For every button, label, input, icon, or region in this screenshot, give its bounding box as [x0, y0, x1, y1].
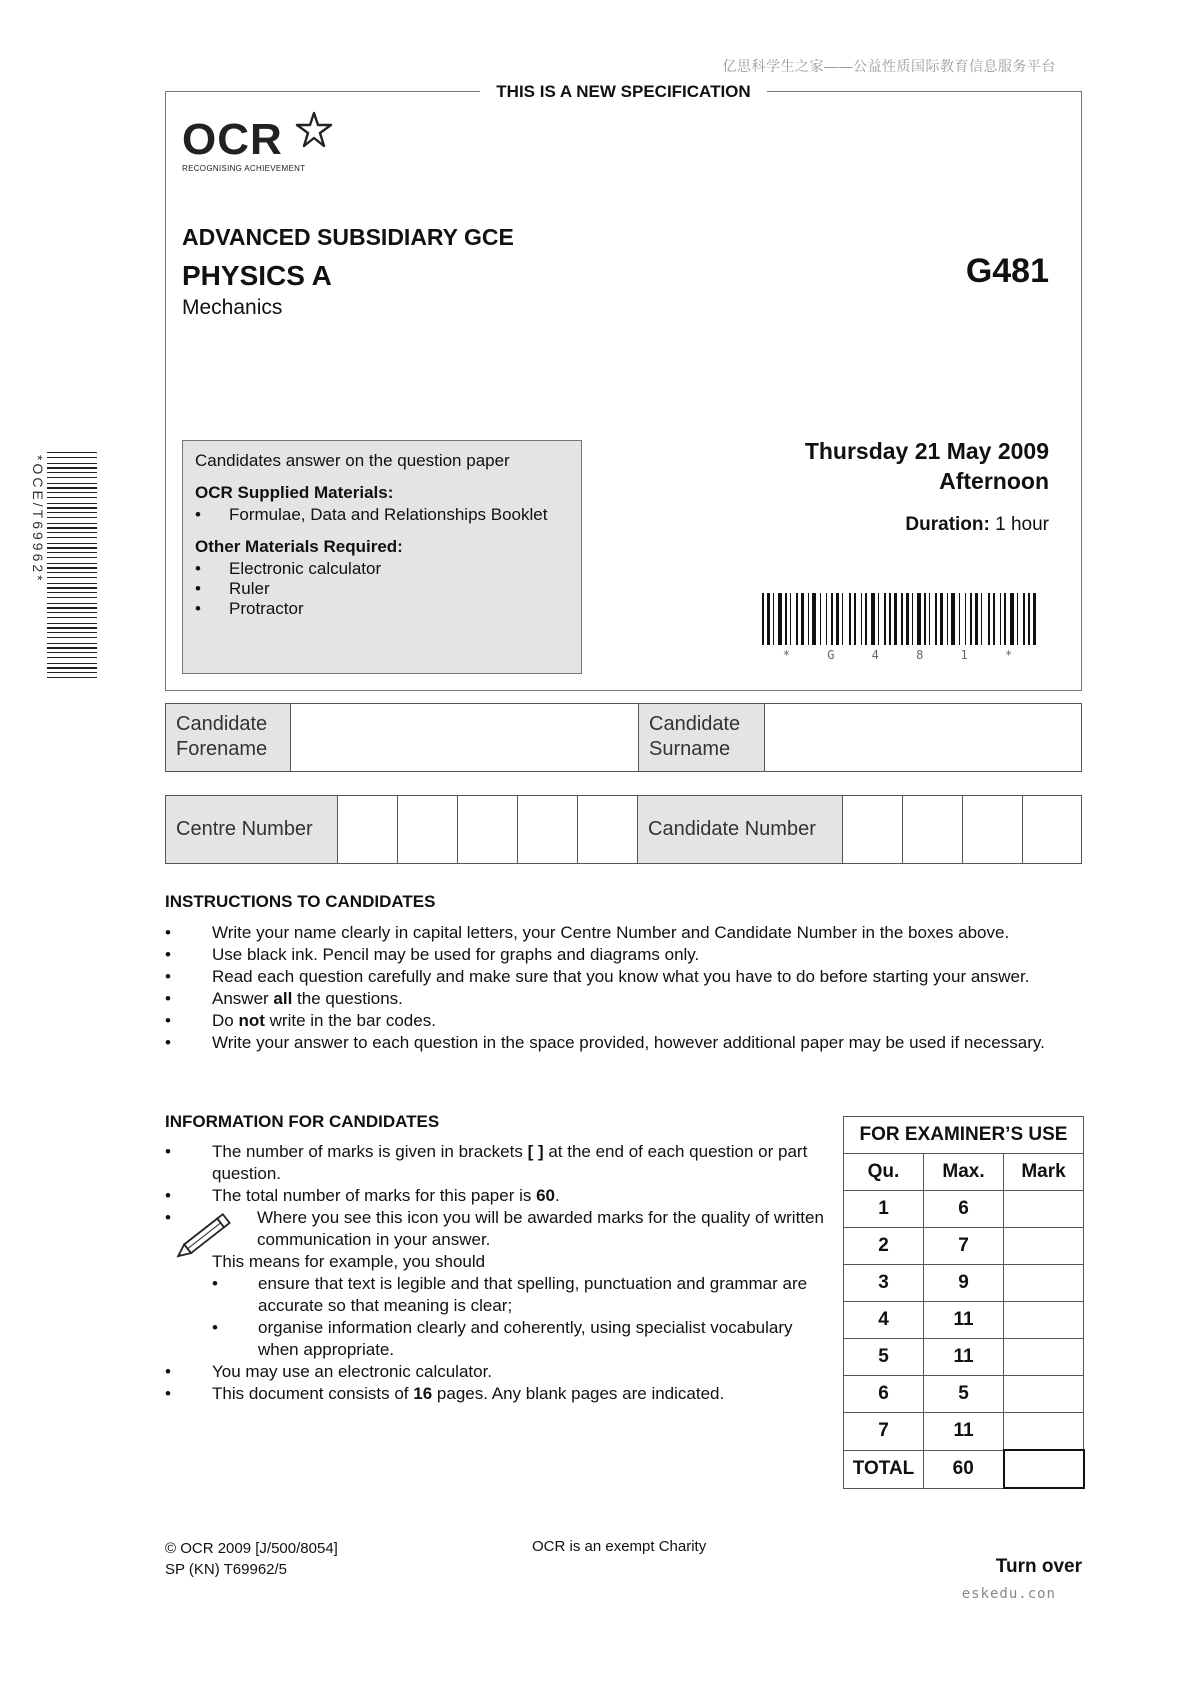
mark-cell[interactable]: [1004, 1339, 1084, 1376]
barcode-bar: [47, 517, 97, 518]
list-item: • Ruler: [195, 579, 569, 599]
barcode-bar: [47, 657, 97, 658]
barcode-bar: [47, 643, 97, 644]
barcode-bar: [831, 593, 833, 645]
barcode-bar: [47, 597, 97, 598]
duration: [905, 514, 1049, 536]
barcode-bar: [767, 593, 770, 645]
barcode-bar: [1017, 593, 1018, 645]
candidate-number-box[interactable]: [843, 796, 903, 863]
barcode-bar: [47, 607, 97, 609]
spec-banner: THIS IS A NEW SPECIFICATION: [165, 82, 1082, 102]
list-item: • Write your answer to each question in the space provided, however additional paper may be used if necessary.: [165, 1032, 1090, 1054]
barcode-bar: [47, 537, 97, 538]
side-barcode-text: *OCE/T69962*: [30, 455, 46, 584]
barcode-bar: [854, 593, 856, 645]
barcode-bar: [906, 593, 909, 645]
barcode: [762, 593, 1048, 651]
barcode-bar: [47, 632, 97, 633]
exam-date: Thursday 21 May 2009: [804, 438, 1049, 464]
barcode-bar: [47, 583, 97, 584]
barcode-bar: [842, 593, 843, 645]
barcode-bar: [865, 593, 867, 645]
barcode-bar: [796, 593, 798, 645]
barcode-bar: [808, 593, 809, 645]
materials-box: [182, 440, 582, 674]
barcode-bar: [935, 593, 937, 645]
barcode-bar: [1004, 593, 1006, 645]
barcode-bar: [1010, 593, 1014, 645]
barcode-bar: [47, 612, 97, 613]
barcode-bar: [47, 452, 97, 453]
barcode-bar: [47, 552, 97, 553]
barcode-bar: [47, 512, 97, 513]
table-row: 2 7: [844, 1228, 1084, 1265]
unit-code: G481: [965, 252, 1049, 290]
barcode-bar: [47, 572, 97, 573]
barcode-bar: [47, 467, 97, 469]
barcode-bar: [975, 593, 978, 645]
barcode-bar: [1028, 593, 1030, 645]
paper-ref: SP (KN) T69962/5: [165, 1561, 288, 1578]
list-item: • Answer all the questions.: [165, 988, 1090, 1010]
table-row: 1 6: [844, 1191, 1084, 1228]
total-row: [844, 1450, 1084, 1488]
barcode-bar: [47, 652, 97, 653]
forename-field[interactable]: [291, 704, 639, 771]
list-item: • The total number of marks for this paper is 60.: [165, 1185, 825, 1207]
copyright: © OCR 2009 [J/500/8054]: [165, 1540, 338, 1557]
barcode-bar: [801, 593, 804, 645]
barcode-bar: [1000, 593, 1001, 645]
centre-number-box[interactable]: [518, 796, 578, 863]
barcode-bar: [826, 593, 827, 645]
barcode-bar: [47, 503, 97, 504]
barcode-bar: [47, 617, 97, 618]
barcode-bar: [47, 492, 97, 493]
supplied-heading: OCR Supplied Materials:: [195, 483, 394, 502]
barcode-bar: [47, 497, 97, 498]
barcode-bar: [924, 593, 926, 645]
barcode-bar: [47, 463, 97, 464]
star-icon: [294, 110, 334, 150]
forename-label: Candidate Forename: [166, 704, 291, 771]
barcode-bar: [981, 593, 982, 645]
duration-value: 1 hour: [995, 514, 1049, 535]
watermark-text: 亿思科学生之家——公益性质国际教育信息服务平台: [722, 58, 1056, 74]
barcode-bar: [965, 593, 966, 645]
charity-note: OCR is an exempt Charity: [532, 1538, 707, 1555]
column-header: Max.: [924, 1154, 1004, 1191]
barcode-bar: [47, 672, 97, 673]
qwc-means: This means for example, you should: [212, 1252, 486, 1271]
barcode-bar: [785, 593, 787, 645]
table-row: 3 9: [844, 1265, 1084, 1302]
logo-text: OCR: [182, 115, 283, 164]
barcode-bar: [959, 593, 960, 645]
barcode-bar: [773, 593, 774, 645]
barcode-bar: [47, 577, 97, 578]
barcode-bar: [47, 483, 97, 484]
barcode-bar: [790, 593, 791, 645]
list-item: • Protractor: [195, 599, 569, 619]
list-item: • Read each question carefully and make sure that you know what you have to do before starting your answer.: [165, 966, 1090, 988]
barcode-bar: [894, 593, 897, 645]
unit-title: Mechanics: [182, 296, 283, 319]
examiner-table-title: FOR EXAMINER’S USE: [844, 1117, 1084, 1154]
barcode-bar: [929, 593, 930, 645]
candidate-name-row: [165, 703, 1082, 772]
mark-cell[interactable]: [1004, 1376, 1084, 1413]
qwc-note: • Where you see this icon you will be awarded marks for the quality of written communication in your answer.: [257, 1208, 824, 1249]
supplied-list: [195, 505, 569, 525]
qwc-points: [165, 1273, 825, 1361]
candidate-number-box[interactable]: [963, 796, 1023, 863]
barcode-bar: [47, 487, 97, 489]
other-list: [195, 559, 569, 619]
barcode-bar: [47, 637, 97, 638]
barcode-bar: [47, 623, 97, 624]
barcode-bar: [47, 557, 97, 558]
candidate-number-box[interactable]: [903, 796, 963, 863]
barcode-bar: [47, 507, 97, 509]
barcode-bar: [762, 593, 764, 645]
list-item: • Formulae, Data and Relationships Booklet: [195, 505, 569, 525]
barcode-bar: [884, 593, 886, 645]
barcode-bar: [47, 677, 97, 678]
barcode-bar: [47, 472, 97, 473]
barcode-text: * G 4 8 1 *: [782, 648, 1028, 662]
information-heading: INFORMATION FOR CANDIDATES: [165, 1112, 440, 1131]
candidate-number-row: [165, 795, 1082, 864]
list-item: • Use black ink. Pencil may be used for graphs and diagrams only.: [165, 944, 1090, 966]
pencil-icon: [175, 1209, 237, 1261]
barcode-bar: [47, 567, 97, 569]
surname-label: Candidate Surname: [639, 704, 765, 771]
barcode-bar: [812, 593, 816, 645]
instructions-list: [165, 922, 1090, 1054]
total-mark-cell[interactable]: [1004, 1450, 1084, 1488]
barcode-bar: [912, 593, 913, 645]
information-list: [165, 1141, 825, 1405]
barcode-bar: [47, 603, 97, 604]
instructions-heading: INSTRUCTIONS TO CANDIDATES: [165, 892, 436, 911]
list-item: • Do not write in the bar codes.: [165, 1010, 1090, 1032]
table-row: 5 11: [844, 1339, 1084, 1376]
side-barcode: [47, 452, 97, 680]
table-row: 4 11: [844, 1302, 1084, 1339]
turn-over: Turn over: [995, 1556, 1082, 1577]
list-item: • This document consists of 16 pages. Any blank pages are indicated.: [165, 1383, 825, 1405]
duration-label: Duration:: [905, 514, 990, 535]
barcode-bar: [917, 593, 921, 645]
barcode-bar: [47, 647, 97, 649]
centre-number-box[interactable]: [458, 796, 518, 863]
list-item: • ensure that text is legible and that spelling, punctuation and grammar are accurate so that meaning is clear;: [212, 1273, 825, 1317]
candidate-number-label: Candidate Number: [638, 796, 843, 863]
footer-left: [165, 1538, 338, 1580]
barcode-bar: [901, 593, 903, 645]
session: Afternoon: [939, 468, 1049, 494]
barcode-bar: [878, 593, 879, 645]
mark-cell[interactable]: [1004, 1413, 1084, 1451]
barcode-bar: [47, 523, 97, 524]
column-header: Mark: [1004, 1154, 1084, 1191]
barcode-bar: [1023, 593, 1025, 645]
examiners-use-table: [843, 1116, 1085, 1489]
instructions-section: [165, 892, 1090, 1054]
barcode-bar: [988, 593, 990, 645]
barcode-bar: [778, 593, 782, 645]
barcode-bar: [47, 547, 97, 549]
barcode-bar: [47, 592, 97, 593]
barcode-bar: [947, 593, 948, 645]
barcode-bar: [849, 593, 851, 645]
column-header: Qu.: [844, 1154, 924, 1191]
barcode-bar: [861, 593, 862, 645]
information-section: [165, 1112, 825, 1405]
centre-number-label: Centre Number: [166, 796, 338, 863]
barcode-bar: [47, 627, 97, 629]
barcode-bar: [47, 667, 97, 669]
list-item: [165, 1207, 825, 1361]
qualification: ADVANCED SUBSIDIARY GCE: [182, 224, 514, 250]
list-item: • organise information clearly and coherently, using specialist vocabulary when appropriate.: [212, 1317, 825, 1361]
total-max: 60: [924, 1450, 1004, 1488]
barcode-bar: [889, 593, 891, 645]
table-row: 6 5: [844, 1376, 1084, 1413]
centre-number-box[interactable]: [578, 796, 638, 863]
barcode-bar: [47, 587, 97, 589]
list-item: • Write your name clearly in capital letters, your Centre Number and Candidate Number in the boxes above.: [165, 922, 1090, 944]
barcode-bar: [47, 457, 97, 458]
barcode-bar: [993, 593, 995, 645]
barcode-bar: [820, 593, 821, 645]
logo-tagline: RECOGNISING ACHIEVEMENT: [182, 164, 306, 173]
centre-number-box[interactable]: [338, 796, 398, 863]
barcode-bar: [47, 477, 97, 478]
barcode-bar: [836, 593, 839, 645]
barcode-bar: [1033, 593, 1036, 645]
mark-cell[interactable]: [1004, 1228, 1084, 1265]
total-label: TOTAL: [844, 1450, 924, 1488]
table-row: 7 11: [844, 1413, 1084, 1451]
answer-note: Candidates answer on the question paper: [195, 451, 510, 470]
candidate-number-box[interactable]: [1023, 796, 1081, 863]
barcode-bar: [871, 593, 875, 645]
mark-cell[interactable]: [1004, 1265, 1084, 1302]
barcode-bar: [47, 543, 97, 544]
site-watermark: eskedu.con: [961, 1586, 1056, 1602]
ocr-logo: [182, 115, 306, 173]
list-item: • The number of marks is given in brackets [ ] at the end of each question or part question.: [165, 1141, 825, 1185]
barcode-bar: [47, 663, 97, 664]
barcode-bar: [47, 527, 97, 529]
centre-number-box[interactable]: [398, 796, 458, 863]
exam-date-block: [805, 436, 1049, 496]
barcode-bar: [951, 593, 955, 645]
surname-field[interactable]: [765, 704, 1081, 771]
mark-cell[interactable]: [1004, 1302, 1084, 1339]
subject-title: PHYSICS A: [182, 260, 332, 291]
barcode-bar: [47, 532, 97, 533]
barcode-bar: [940, 593, 943, 645]
list-item: • Electronic calculator: [195, 559, 569, 579]
barcode-bar: [47, 563, 97, 564]
barcode-bar: [970, 593, 972, 645]
other-heading: Other Materials Required:: [195, 537, 403, 556]
mark-cell[interactable]: [1004, 1191, 1084, 1228]
list-item: • You may use an electronic calculator.: [165, 1361, 825, 1383]
